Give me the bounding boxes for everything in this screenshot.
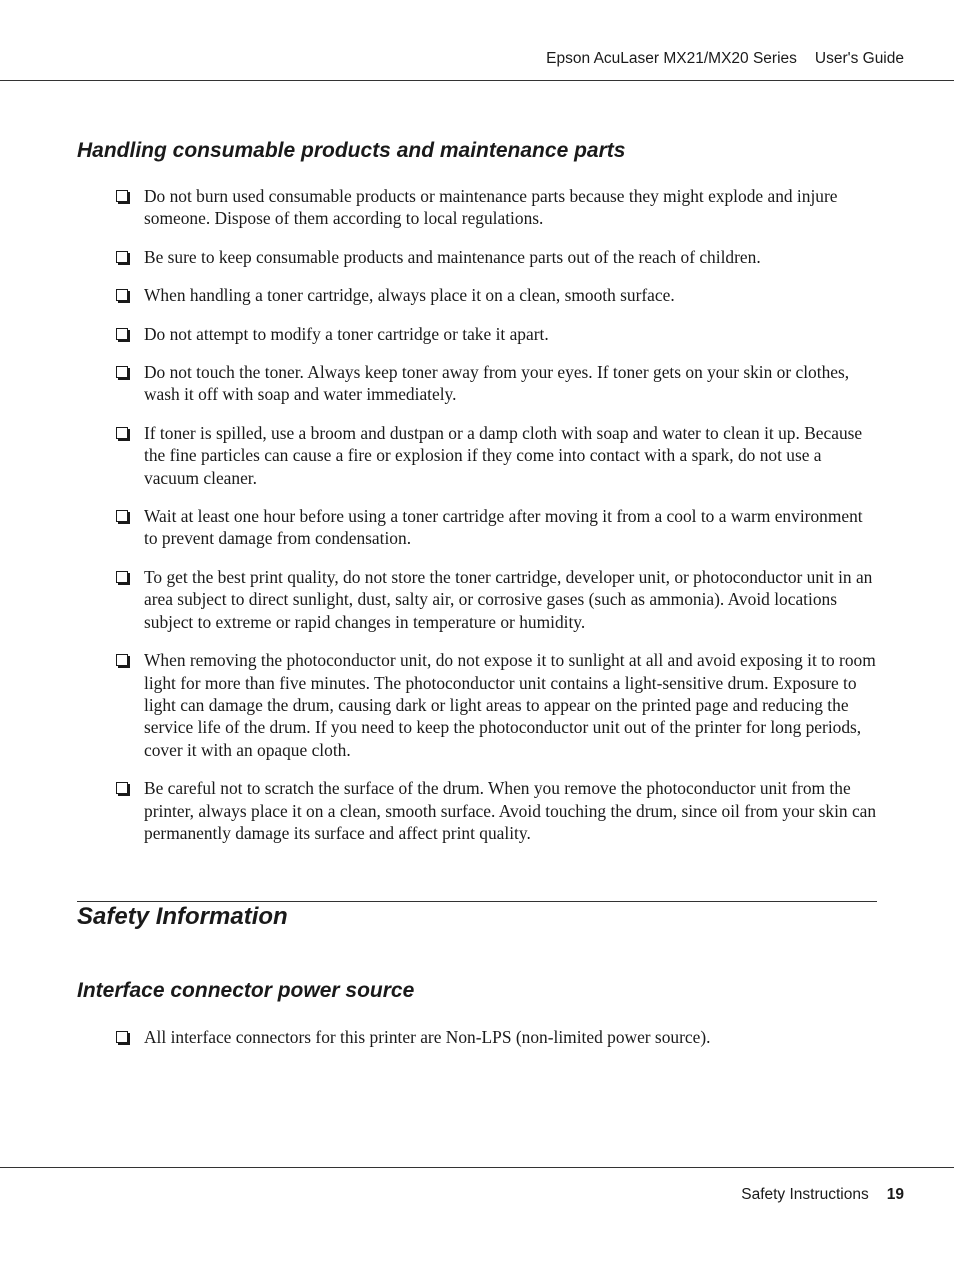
checkbox-bullet-icon: [116, 366, 128, 378]
handling-heading: Handling consumable products and maintenance parts: [77, 139, 626, 162]
footer-divider: [0, 1167, 954, 1168]
list-item: To get the best print quality, do not store the toner cartridge, developer unit, or photoconductor unit in an area subject to direct sunlight, dust, salty air, or corrosive gases (such as ammonia). Avoid locations subject to extreme or rapid changes in temperature or humidity.: [115, 566, 879, 633]
header-divider: [0, 80, 954, 81]
checkbox-bullet-icon: [116, 328, 128, 340]
checkbox-bullet-icon: [116, 1031, 128, 1043]
list-item: Wait at least one hour before using a toner cartridge after moving it from a cool to a warm environment to prevent damage from condensation.: [115, 505, 879, 550]
list-item: Do not burn used consumable products or maintenance parts because they might explode and injure someone. Dispose of them according to local regulations.: [115, 185, 879, 230]
checkbox-bullet-icon: [116, 251, 128, 263]
page-footer: [741, 1186, 904, 1204]
list-item: All interface connectors for this printer are Non-LPS (non-limited power source).: [115, 1026, 879, 1048]
safety-information-heading: Safety Information: [77, 903, 288, 930]
checkbox-bullet-icon: [116, 782, 128, 794]
checkbox-bullet-icon: [116, 510, 128, 522]
list-item: When handling a toner cartridge, always place it on a clean, smooth surface.: [115, 284, 879, 306]
list-item: Be sure to keep consumable products and maintenance parts out of the reach of children.: [115, 246, 879, 268]
checkbox-bullet-icon: [116, 289, 128, 301]
footer-section-name: Safety Instructions: [741, 1186, 869, 1203]
interface-bullet-list: [115, 1026, 879, 1064]
checkbox-bullet-icon: [116, 654, 128, 666]
list-item: Do not attempt to modify a toner cartridge or take it apart.: [115, 323, 879, 345]
checkbox-bullet-icon: [116, 190, 128, 202]
interface-heading: Interface connector power source: [77, 979, 415, 1002]
list-item: If toner is spilled, use a broom and dustpan or a damp cloth with soap and water to clean it up. Because the fine particles can cause a fire or explosion if they come into contact with a spark, do not use a vacuum cleaner.: [115, 422, 879, 489]
header-doc-title: User's Guide: [814, 50, 904, 67]
handling-bullet-list: [115, 185, 879, 860]
list-item: Do not touch the toner. Always keep toner away from your eyes. If toner gets on your skin or clothes, wash it off with soap and water immediately.: [115, 361, 879, 406]
checkbox-bullet-icon: [116, 427, 128, 439]
header-product: Epson AcuLaser MX21/MX20 Series: [546, 50, 797, 67]
list-item: Be careful not to scratch the surface of the drum. When you remove the photoconductor unit from the printer, always place it on a clean, smooth surface. Avoid touching the drum, since oil from your skin can permanently damage its surface and affect print quality.: [115, 777, 879, 844]
list-item: When removing the photoconductor unit, do not expose it to sunlight at all and avoid exposing it to room light for more than five minutes. The photoconductor unit contains a light-sensitive drum. Exposure to light can damage the drum, causing dark or light areas to appear on the printed page and reducing the service life of the drum. If you need to keep the photoconductor unit out of the printer for long periods, cover it with an opaque cloth.: [115, 649, 879, 761]
page-number: 19: [886, 1186, 904, 1203]
section-divider: [77, 901, 877, 902]
page-header: [546, 50, 904, 68]
checkbox-bullet-icon: [116, 571, 128, 583]
